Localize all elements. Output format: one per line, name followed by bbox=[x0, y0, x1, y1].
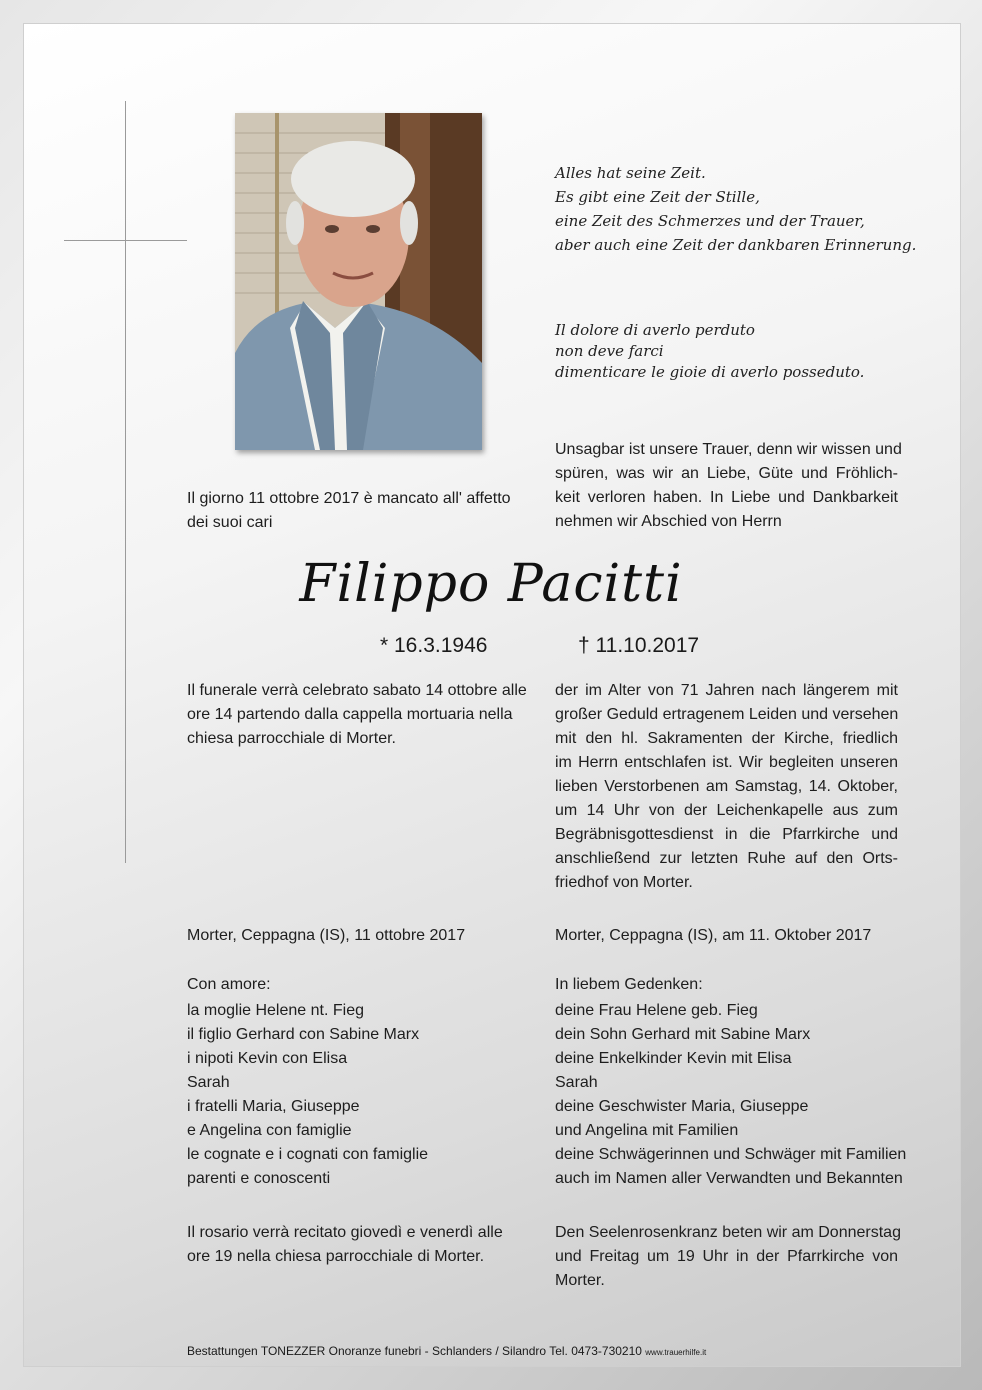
text-line: Den Seelenrosenkranz beten wir am Donnerstag bbox=[555, 1224, 901, 1241]
text-line: Unsagbar ist unsere Trauer, denn wir wissen und bbox=[555, 441, 902, 458]
mourner-line: deine Schwägerinnen und Schwäger mit Familien bbox=[555, 1146, 907, 1163]
text-line: Il rosario verrà recitato giovedì e venerdì alle bbox=[187, 1224, 503, 1241]
text-line: um 14 Uhr von der Leichenkapelle aus zum bbox=[555, 802, 898, 819]
intro-german bbox=[555, 438, 902, 534]
text-line: nehmen wir Abschied von Herrn bbox=[555, 513, 782, 530]
text-line: Morter. bbox=[555, 1272, 605, 1289]
mourner-line: deine Enkelkinder Kevin mit Elisa bbox=[555, 1050, 792, 1067]
poem-german bbox=[555, 161, 916, 257]
text-line: im Herrn entschlafen ist. Wir begleiten unseren bbox=[555, 754, 898, 771]
footer-website: www.trauerhilfe.it bbox=[645, 1348, 707, 1357]
text-line: spüren, was wir an Liebe, Güte und Fröhlich- bbox=[555, 465, 898, 482]
birth-date: * 16.3.1946 bbox=[380, 634, 488, 657]
mourners-german bbox=[555, 973, 906, 1191]
mourner-line: i nipoti Kevin con Elisa bbox=[187, 1050, 348, 1067]
intro-italian bbox=[187, 487, 511, 535]
mourner-line: e Angelina con famiglie bbox=[187, 1122, 352, 1139]
mourner-line: und Angelina mit Familien bbox=[555, 1122, 739, 1139]
poem-line: dimenticare le gioie di averlo posseduto. bbox=[555, 363, 865, 381]
place-date-italian: Morter, Ceppagna (IS), 11 ottobre 2017 bbox=[187, 927, 466, 944]
mourners-heading: Con amore: bbox=[187, 976, 271, 993]
text-line: großer Geduld ertragenem Leiden und versehen bbox=[555, 706, 899, 723]
text-line: der im Alter von 71 Jahren nach längerem mit bbox=[555, 682, 898, 699]
place-date-german: Morter, Ceppagna (IS), am 11. Oktober 2017 bbox=[555, 927, 872, 944]
portrait-photo bbox=[235, 113, 482, 450]
poem-italian bbox=[555, 320, 864, 383]
poem-line: Il dolore di averlo perduto bbox=[555, 321, 755, 339]
text-line: Il giorno 11 ottobre 2017 è mancato all' affetto bbox=[187, 490, 511, 507]
mourners-heading: In liebem Gedenken: bbox=[555, 976, 703, 993]
poem-line: eine Zeit des Schmerzes und der Trauer, bbox=[555, 212, 865, 230]
mourner-line: dein Sohn Gerhard mit Sabine Marx bbox=[555, 1026, 811, 1043]
text-line: ore 14 partendo dalla cappella mortuaria nella bbox=[187, 706, 513, 723]
mourner-line: deine Geschwister Maria, Giuseppe bbox=[555, 1098, 809, 1115]
deceased-name: Filippo Pacitti bbox=[299, 554, 683, 614]
mourner-line: le cognate e i cognati con famiglie bbox=[187, 1146, 429, 1163]
funeral-italian bbox=[187, 679, 527, 751]
mourner-line: auch im Namen aller Verwandten und Bekannten bbox=[555, 1170, 903, 1187]
funeral-home-footer bbox=[187, 1344, 706, 1358]
text-line: ore 19 nella chiesa parrocchiale di Morter. bbox=[187, 1248, 485, 1265]
mourner-line: parenti e conoscenti bbox=[187, 1170, 331, 1187]
text-line: dei suoi cari bbox=[187, 514, 273, 531]
poem-line: Alles hat seine Zeit. bbox=[555, 164, 706, 182]
text-line: Begräbnisgottesdienst in die Pfarrkirche und bbox=[555, 826, 898, 843]
footer-text: Bestattungen TONEZZER Onoranze funebri - Schlanders / Silandro Tel. 0473-730210 bbox=[187, 1344, 642, 1358]
mourner-line: il figlio Gerhard con Sabine Marx bbox=[187, 1026, 420, 1043]
mourner-line: la moglie Helene nt. Fieg bbox=[187, 1002, 364, 1019]
text-line: keit verloren haben. In Liebe und Dankbarkeit bbox=[555, 489, 898, 506]
text-line: mit den hl. Sakramenten der Kirche, friedlich bbox=[555, 730, 898, 747]
mourner-line: i fratelli Maria, Giuseppe bbox=[187, 1098, 360, 1115]
mourners-italian bbox=[187, 973, 428, 1191]
mourner-line: Sarah bbox=[187, 1074, 230, 1091]
text-line: lieben Verstorbenen am Samstag, 14. Oktober, bbox=[555, 778, 898, 795]
funeral-german bbox=[555, 679, 898, 895]
cross-vertical-bar bbox=[125, 101, 126, 863]
text-line: friedhof von Morter. bbox=[555, 874, 693, 891]
death-date: † 11.10.2017 bbox=[578, 634, 700, 657]
rosary-german bbox=[555, 1221, 901, 1293]
text-line: und Freitag um 19 Uhr in der Pfarrkirche von bbox=[555, 1248, 898, 1265]
mourner-line: Sarah bbox=[555, 1074, 598, 1091]
poem-line: non deve farci bbox=[555, 342, 664, 360]
text-line: anschließend zur letzten Ruhe auf den Orts- bbox=[555, 850, 898, 867]
cross-horizontal-bar bbox=[64, 240, 187, 241]
text-line: Il funerale verrà celebrato sabato 14 ottobre alle bbox=[187, 682, 527, 699]
text-line: chiesa parrocchiale di Morter. bbox=[187, 730, 396, 747]
poem-line: Es gibt eine Zeit der Stille, bbox=[555, 188, 760, 206]
mourner-line: deine Frau Helene geb. Fieg bbox=[555, 1002, 758, 1019]
poem-line: aber auch eine Zeit der dankbaren Erinnerung. bbox=[555, 236, 917, 254]
rosary-italian bbox=[187, 1221, 503, 1269]
